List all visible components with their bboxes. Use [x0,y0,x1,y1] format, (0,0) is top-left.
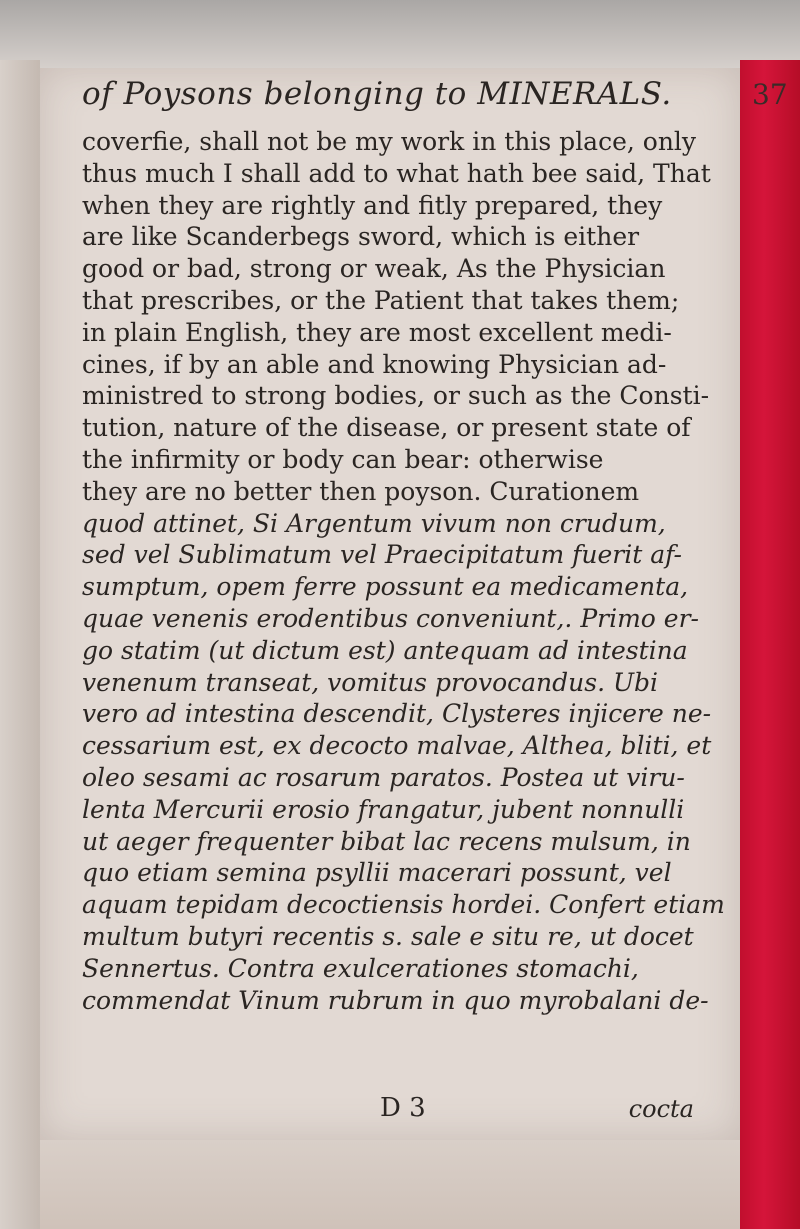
text-line: multum butyri recentis s. sale e situ re, ut docet [82,921,694,951]
catchword: cocta [628,1095,694,1123]
text-line: venenum transeat, vomitus provocandus. Ubi [82,667,659,697]
page-bottom-margin [40,1140,740,1229]
text-line: ut aeger frequenter bibat lac recens mulsum, in [82,826,691,856]
running-title: of Poysons belonging to MINERALS. [82,76,672,112]
text-line: aquam tepidam decoctiensis hordei. Confert etiam [82,890,725,920]
text-line: sed vel Sublimatum vel Praecipitatum fuerit af- [82,540,682,570]
text-line: are like Scanderbegs sword, which is either [82,222,640,252]
text-line: Sennertus. Contra exulcerationes stomachi, [82,953,639,983]
text-line: cines, if by an able and knowing Physician ad- [82,349,667,379]
running-header [82,76,702,122]
page-footer [82,1093,712,1127]
text-line: sumptum, opem ferre possunt ea medicamenta, [82,572,689,602]
text-line: coverfie, shall not be my work in this place, only [82,127,697,156]
text-line: thus much I shall add to what hath bee said, That [82,158,711,188]
left-page-edge [0,60,40,1229]
top-shadow [0,0,800,72]
text-line: quae venenis erodentibus conveniunt,. Primo er- [82,603,699,633]
red-binding-edge [740,60,800,1229]
text-line: that prescribes, or the Patient that takes them; [82,285,680,315]
text-line: lenta Mercurii erosio frangatur, jubent nonnulli [82,794,685,824]
text-line: good or bad, strong or weak, As the Physician [82,254,666,284]
signature-mark: D 3 [380,1093,426,1123]
text-line: quo etiam semina psyllii macerari possunt, vel [82,858,672,888]
text-line: commendat Vinum rubrum in quo myrobalani de- [82,985,709,1015]
text-line: when they are rightly and fitly prepared, they [82,190,663,220]
text-line: cessarium est, ex decocto malvae, Althea, bliti, et [82,731,712,761]
text-line: ministred to strong bodies, or such as the Consti- [82,381,710,411]
text-line: tution, nature of the disease, or present state of [82,413,691,443]
text-line: in plain English, they are most excellent medi- [82,317,672,347]
text-line: go statim (ut dictum est) antequam ad intestina [82,635,688,665]
page-number: 37 [752,78,788,111]
text-line: they are no better then poyson. Curationem [82,476,640,506]
body-text [82,126,725,1016]
text-line: oleo sesami ac rosarum paratos. Postea ut viru- [82,762,685,792]
text-line: vero ad intestina descendit, Clysteres injicere ne- [82,699,712,729]
text-line: quod attinet, Si Argentum vivum non crudum, [82,508,666,538]
text-line: the infirmity or body can bear: otherwise [82,444,604,474]
